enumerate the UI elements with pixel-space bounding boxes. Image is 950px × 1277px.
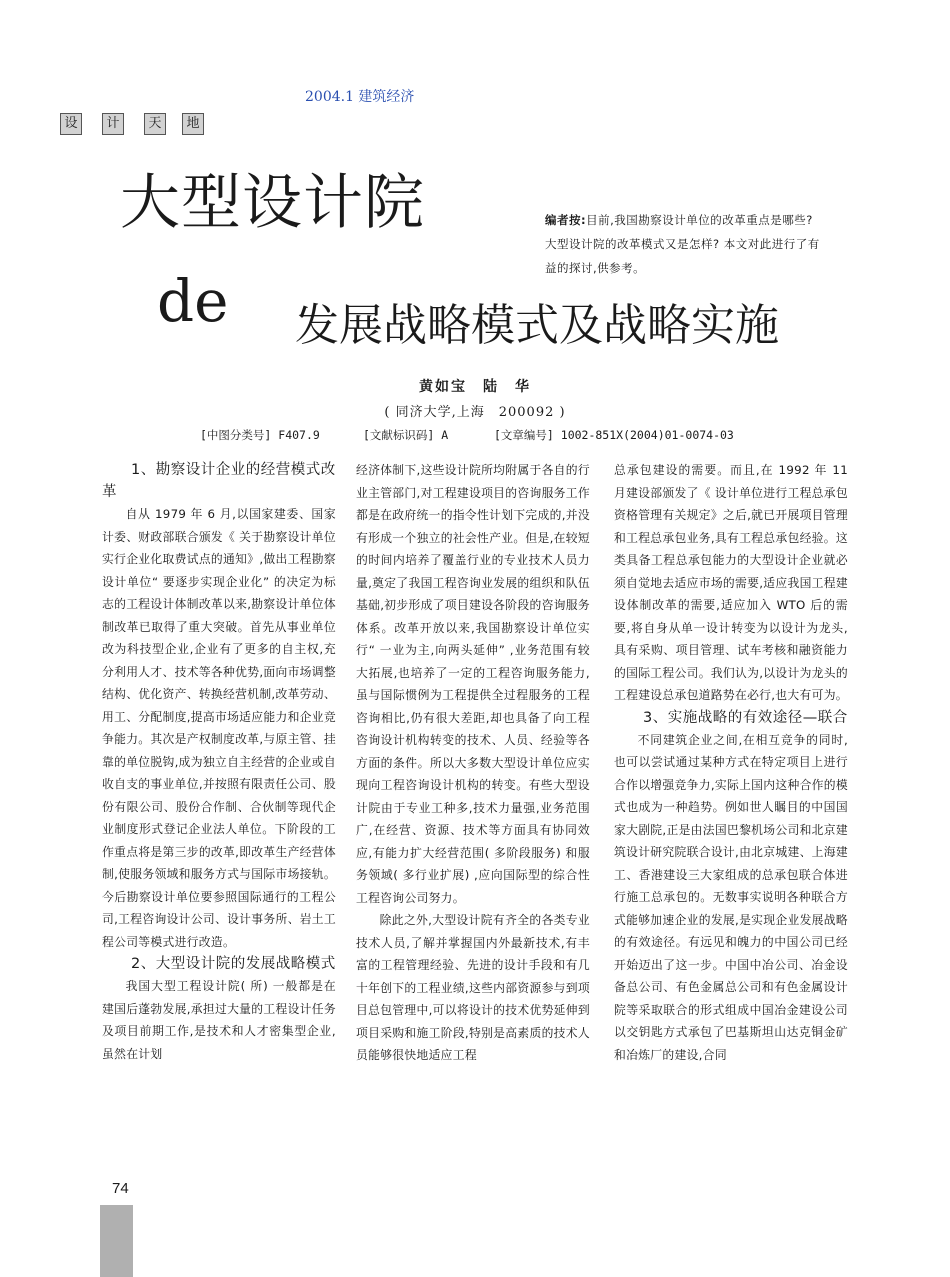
margin-bar — [100, 1205, 133, 1277]
title-line-2: 发展战略模式及战略实施 — [295, 300, 779, 351]
section-char: 计 — [102, 113, 124, 135]
authors: 黄如宝 陆 华 — [419, 379, 531, 395]
section-heading: 1、勘察设计企业的经营模式改革 — [102, 462, 336, 500]
section-char: 天 — [144, 113, 166, 135]
column-1 — [102, 459, 336, 1065]
section-heading: 2、大型设计院的发展战略模式 — [131, 956, 336, 972]
editor-note-label: 编者按: — [545, 213, 587, 227]
paragraph: 不同建筑企业之间,在相互竞争的同时,也可以尝试通过某种方式在特定项目上进行合作以增强竞争力,实际上国内这种合作的模式也成为一种趋势。例如世人瞩目的中国国家大剧院,正是由法国巴黎机场公司和北京建筑设计研究院联合设计,由北京城建、上海建工、香港建设三大家组成的总承包联合体进行施工总承包的。无数事实说明各种联合方式能够加速企业的发展,是实现企业发展战略的有效途径。有远见和魄力的中国公司已经开始迈出了这一步。中国中冶公司、冶金设备总公司、有色金属总公司和有色金属设计院等采取联合的形式组成中国冶金建设公司以交钥匙方式承包了巴基斯坦山达克铜金矿和冶炼厂的建设,合同 — [614, 732, 848, 1062]
section-heading: 3、实施战略的有效途径—联合 — [643, 709, 848, 726]
paragraph: 我国大型工程设计院( 所) 一般都是在建国后蓬勃发展,承担过大量的工程设计任务及项目前期工作,是技术和人才密集型企业,虽然在计划 — [102, 979, 336, 1061]
title-de: de — [157, 267, 229, 335]
section-char: 地 — [182, 113, 204, 135]
section-char: 设 — [60, 113, 82, 135]
page-number: 74 — [112, 1180, 129, 1197]
paragraph: 经济体制下,这些设计院所均附属于各自的行业主管部门,对工程建设项目的咨询服务工作都是在政府统一的指令性计划下完成的,并没有形成一个独立的社会性产业。但是,在较短的时间内培养了覆盖行业的专业技术人员力量,奠定了我国工程咨询业发展的组织和队伍基础,初步形成了项目建设各阶段的咨询服务体系。改革开放以来,我国勘察设计单位实行“ 一业为主,向两头延伸” ,业务范围有较大拓展,也培养了一定的工程咨询服务能力,虽与国际惯例为工程提供全过程服务的工程咨询相比,仍有很大差距,却也具备了向工程咨询设计机构转变的技术、人员、经验等各方面的条件。所以大多数大型设计单位应实现向工程咨询设计机构的转变。有些大型设计院由于专业工种多,技术力量强,业务范围广,在经营、资源、技术等方面具有协同效应,有能力扩大经营范围( 多阶段服务) 和服务领域( 多行业扩展) ,应向国际型的综合性工程咨询公司努力。 — [356, 463, 590, 905]
column-2 — [356, 459, 590, 1067]
title-line-1: 大型设计院 — [120, 168, 425, 238]
column-3 — [614, 459, 848, 1066]
journal-issue: 2004.1 建筑经济 — [305, 89, 415, 105]
affiliation: ( 同济大学,上海 200092 ) — [384, 405, 566, 420]
editor-note — [545, 208, 825, 280]
paragraph: 除此之外,大型设计院有齐全的各类专业技术人员,了解并掌握国内外最新技术,有丰富的工程管理经验、先进的设计手段和有几十年创下的工程业绩,这些内部资源参与到项目总包管理中,可以将设计的技术优势延伸到项目采购和施工阶段,特别是高素质的技术人员能够很快地适应工程 — [356, 913, 590, 1062]
paragraph: 自从 1979 年 6 月,以国家建委、国家计委、财政部联合颁发《 关于勘察设计单位实行企业化取费试点的通知》,做出工程勘察设计单位“ 要逐步实现企业化” 的决定为标志的工程设计体制改革以来,勘察设计单位体制改革已取得了重大突破。首先从事业单位改为科技型企业,企业有了更多的自主权,充分利用人才、技术等各种优势,面向市场调整结构、优化资产、转换经营机制,改革劳动、用工、分配制度,提高市场适应能力和企业竞争能力。其次是产权制度改革,与原主管、挂靠的单位脱钩,成为独立自主经营的企业或自收自支的事业单位,并按照有限责任公司、股份有限公司、股份合作制、合伙制等现代企业制度形式登记企业法人单位。下阶段的工作重点将是第三步的改革,即改革生产经营体制,使服务领域和服务方式与国际市场接轨。今后勘察设计单位要参照国际通行的工程公司,工程咨询设计公司、设计事务所、岩土工程公司等模式进行改造。 — [102, 507, 336, 949]
editor-note-text: 目前,我国勘察设计单位的改革重点是哪些? 大型设计院的改革模式又是怎样? 本文对此进行了有益的探讨,供参考。 — [545, 213, 820, 275]
paragraph: 总承包建设的需要。而且,在 1992 年 11 月建设部颁发了《 设计单位进行工程总承包资格管理有关规定》之后,就已开展项目管理和工程总承包业务,具有工程总承包经验。这类具备工程总承包能力的大型设计企业就必须自觉地去适应市场的需要,适应我国工程建设体制改革的需要,适应加入 WTO 后的需要,将自身从单一设计转变为以设计为龙头,具有采购、项目管理、试车考核和融资能力的国际工程公司。我们认为,以设计为龙头的工程建设总承包道路势在必行,也大有可为。 — [614, 463, 848, 702]
clc-number: [中图分类号] F407.9 — [200, 428, 320, 442]
document-code: [文献标识码] A — [363, 428, 449, 442]
article-number: [文章编号] 1002-851X(2004)01-0074-03 — [494, 428, 734, 442]
